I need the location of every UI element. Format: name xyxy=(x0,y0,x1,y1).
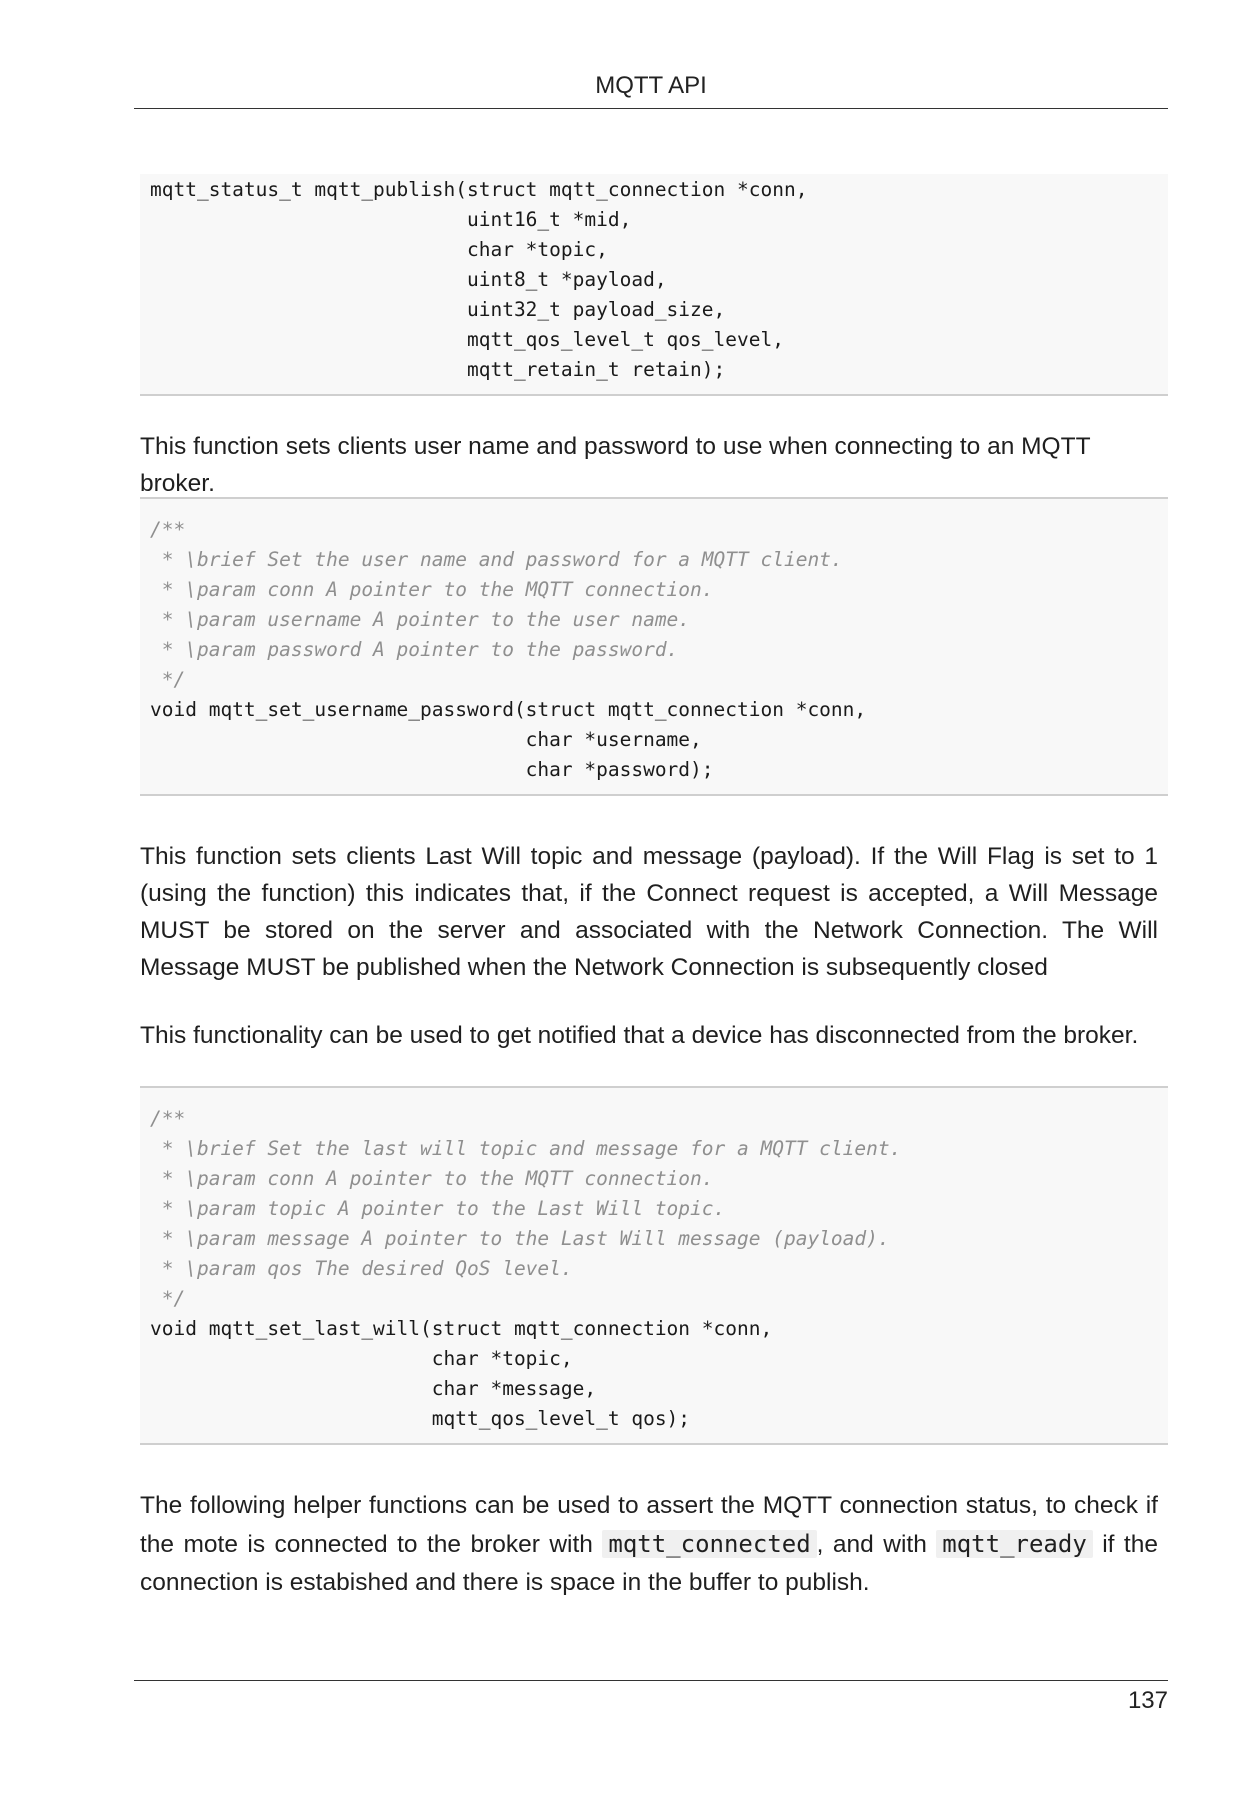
code-line: char *username, xyxy=(150,728,702,751)
paragraph-last-will: This function sets clients Last Will topic and message (payload). If the Will Flag is set to 1 (using the function) this indicates that, if the Connect request is accepted, a Will Message MUST be stored on the server and associated with the Network Connection. The Will Message MUST be published when the Network Connection is subsequently closed xyxy=(140,843,1158,981)
code-line: void mqtt_set_last_will(struct mqtt_connection *conn, xyxy=(150,1317,773,1340)
code-comment-line: */ xyxy=(150,668,186,691)
code-block-last-will xyxy=(140,1086,1168,1445)
code-comment-line: * \param conn A pointer to the MQTT connection. xyxy=(150,578,714,601)
code-comment-line: /** xyxy=(150,1107,186,1130)
code-comment-line: * \param username A pointer to the user name. xyxy=(150,608,691,631)
code-line: mqtt_retain_t retain); xyxy=(150,358,726,381)
paragraph-helpers xyxy=(140,1487,1158,1602)
page-header-title: MQTT API xyxy=(595,72,707,99)
code-line: mqtt_qos_level_t qos_level, xyxy=(150,328,784,351)
code-line: mqtt_status_t mqtt_publish(struct mqtt_connection *conn, xyxy=(150,178,808,201)
code-comment-line: * \param password A pointer to the password. xyxy=(150,638,679,661)
paragraph-functionality: This functionality can be used to get notified that a device has disconnected from the broker. xyxy=(140,1022,1139,1049)
helpers-text-3: if the connection is estabished and there is space in the buffer to publish. xyxy=(140,1531,1158,1596)
code-line: char *password); xyxy=(150,758,714,781)
code-comment-line: * \brief Set the last will topic and message for a MQTT client. xyxy=(150,1137,902,1160)
page-footer xyxy=(134,1680,1168,1714)
code-comment-line: * \param message A pointer to the Last Will message (payload). xyxy=(150,1227,890,1250)
code-line: void mqtt_set_username_password(struct mqtt_connection *conn, xyxy=(150,698,867,721)
code-comment-line: * \param topic A pointer to the Last Will topic. xyxy=(150,1197,726,1220)
code-line: mqtt_qos_level_t qos); xyxy=(150,1407,691,1430)
code-block-username xyxy=(140,497,1168,796)
paragraph-username: This function sets clients user name and password to use when connecting to an MQTT broker. xyxy=(140,433,1091,497)
code-line: char *message, xyxy=(150,1377,597,1400)
code-comment-line: */ xyxy=(150,1287,186,1310)
code-block-publish xyxy=(140,174,1168,396)
code-line: uint8_t *payload, xyxy=(150,268,667,291)
code-line: uint16_t *mid, xyxy=(150,208,632,231)
code-comment-line: * \param conn A pointer to the MQTT connection. xyxy=(150,1167,714,1190)
inline-code-mqtt-connected: mqtt_connected xyxy=(602,1530,816,1558)
page-number: 137 xyxy=(1127,1687,1168,1714)
code-comment-line: * \brief Set the user name and password for a MQTT client. xyxy=(150,548,843,571)
page-header xyxy=(134,70,1168,109)
inline-code-mqtt-ready: mqtt_ready xyxy=(936,1530,1093,1558)
code-line: char *topic, xyxy=(150,238,608,261)
code-comment-line: * \param qos The desired QoS level. xyxy=(150,1257,573,1280)
code-line: uint32_t payload_size, xyxy=(150,298,726,321)
code-comment-line: /** xyxy=(150,518,186,541)
code-line: char *topic, xyxy=(150,1347,573,1370)
helpers-text-1: The following helper functions can be used to assert the MQTT connection status, to check if the mote is connected to the broker with xyxy=(140,1492,1158,1558)
helpers-text-2: , and with xyxy=(816,1531,937,1558)
